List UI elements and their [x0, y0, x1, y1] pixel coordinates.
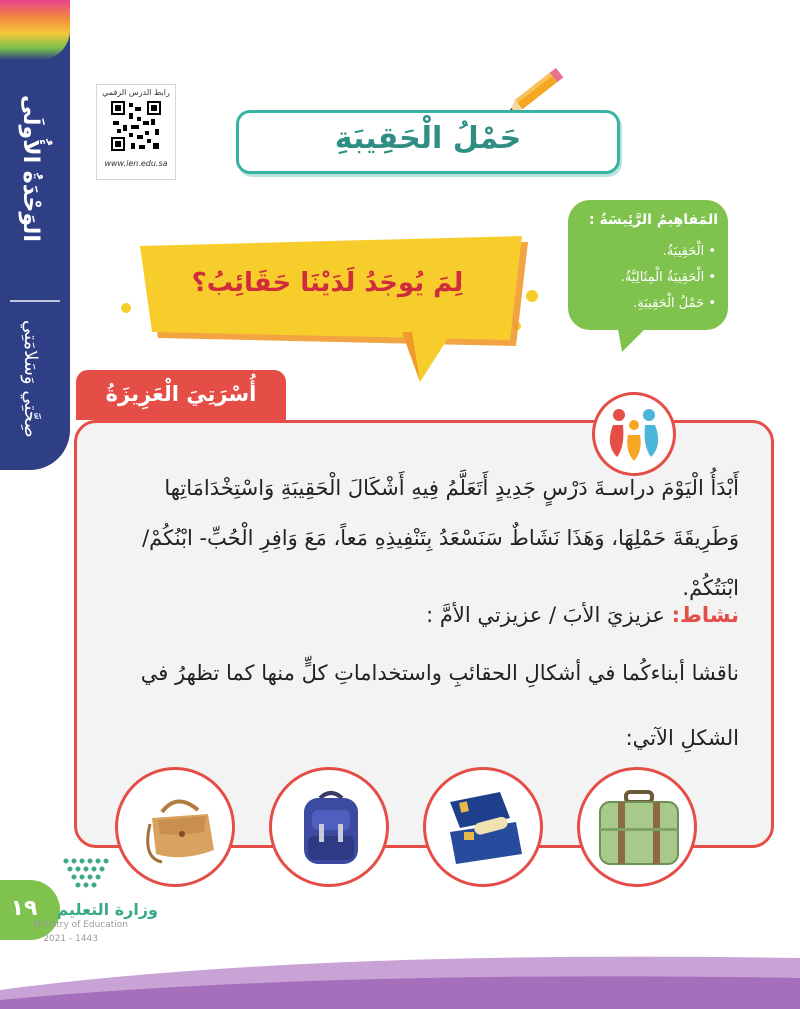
family-activity-box	[74, 420, 774, 848]
key-concept-item: • الْحَقِيبَةُ الْمِثَالِيَّةُ.	[576, 270, 716, 285]
decor-dot	[526, 290, 538, 302]
key-concept-item: • الْحَقِيبَةُ.	[576, 244, 716, 259]
backpack-image	[269, 767, 389, 887]
key-concepts-title: المَفاهِيمُ الرَّئِيسَةُ :	[589, 212, 718, 228]
key-concepts-bubble-tail	[616, 318, 656, 352]
qr-code-block[interactable]	[96, 84, 176, 180]
qr-url[interactable]: www.ien.edu.sa	[104, 159, 168, 168]
backpack-icon	[286, 788, 376, 868]
handbag-image	[115, 767, 235, 887]
pencil-icon	[505, 58, 575, 118]
activity-instruction-line: الشكلِ الآتي:	[625, 726, 739, 750]
lesson-title-banner	[236, 110, 620, 174]
decor-dot	[121, 303, 131, 313]
footer-band	[0, 950, 800, 1009]
unit-name: الوَحْدَةُ الأُولَى	[18, 95, 43, 242]
unit-topic: صِحَّتِي وَسَلامَتِي	[20, 320, 41, 438]
ministry-year: 2021 - 1443	[43, 934, 98, 944]
page-number: ١٩	[10, 896, 38, 921]
family-paragraph-line: وَطَرِيقَةَ حَمْلِهَا، وَهَذَا نَشَاطٌ سَنَسْعَدُ بِتَنْفِيذِهِ مَعاً، مَعَ وَافِرِ الْحُبِّ- ابْنُكُمْ/	[142, 526, 739, 550]
key-concept-item: • حَمْلُ الْحَقِيبَةِ.	[576, 296, 716, 311]
activity-heading	[99, 603, 739, 627]
family-figures-icon	[595, 395, 673, 473]
ministry-name-english: Ministry of Education	[33, 920, 128, 930]
activity-prompt: عزيزيَ الأبَ / عزيزتي الأمَّ :	[426, 603, 672, 627]
ministry-name-arabic: وزارة التعليم	[56, 900, 158, 919]
family-paragraph-line: أَبْدَأُ الْيَوْمَ دراسـةَ دَرْسٍ جَدِيدٍ أَتَعَلَّمُ فِيهِ أَشْكَالَ الْحَقِيبَةِ وَاسْتِخْدَامَاتِها	[164, 476, 739, 500]
family-paragraph-line: ابْنَتُكُمْ.	[682, 576, 739, 600]
lesson-title: حَمْلُ الْحَقِيبَةِ	[334, 121, 522, 156]
qr-code-icon[interactable]	[111, 101, 161, 151]
unit-divider	[10, 300, 60, 302]
family-section-tab	[76, 370, 286, 420]
question-banner	[112, 236, 542, 386]
family-section-label: أُسْرَتِيَ الْعَزِيزَةُ	[105, 382, 257, 406]
key-concepts-bubble	[568, 200, 728, 330]
ministry-logo-icon	[60, 855, 120, 895]
activity-label: نشاط:	[671, 603, 739, 627]
handbag-icon	[132, 788, 222, 868]
open-briefcase-image	[423, 767, 543, 887]
suitcase-icon	[594, 788, 684, 868]
family-icon	[592, 392, 676, 476]
suitcase-image	[577, 767, 697, 887]
qr-caption: رابط الدرس الرقمي	[102, 88, 170, 97]
unit-strip	[0, 0, 70, 470]
unit-strip-rainbow	[0, 0, 70, 60]
briefcase-icon	[440, 788, 530, 868]
lesson-question: لِمَ يُوجَدُ لَدَيْنَا حَقَائِبُ؟	[191, 268, 464, 298]
activity-instruction-line: ناقشا أبناءكُما في أشكالِ الحقائبِ واستخداماتِ كلٍّ منها كما تظهرُ في	[140, 661, 739, 685]
